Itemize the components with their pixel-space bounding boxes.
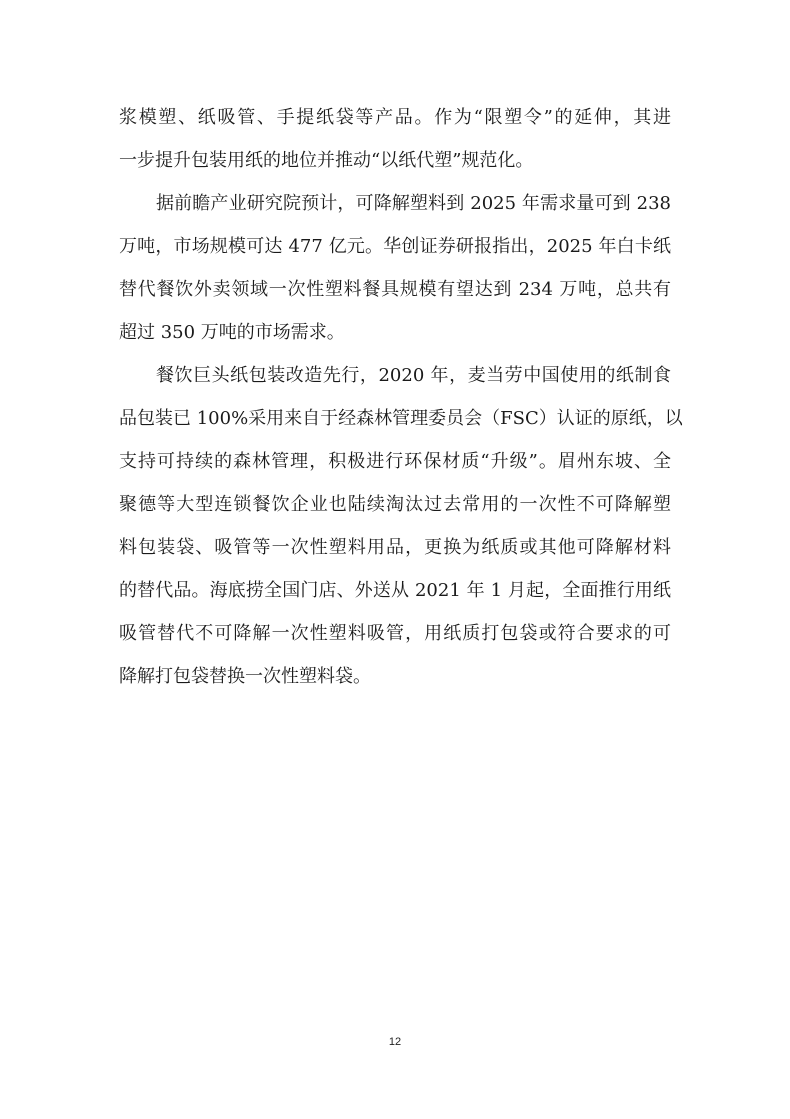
- paragraph-2-line-3: 替代餐饮外卖领域一次性塑料餐具规模有望达到 234 万吨，总共有: [119, 279, 672, 300]
- paragraph-2-line-2: 万吨，市场规模可达 477 亿元。华创证券研报指出，2025 年白卡纸: [119, 236, 671, 257]
- paragraph-3-line-8: 降解打包袋替换一次性塑料袋。: [119, 666, 371, 687]
- paragraph-3-line-1: 餐饮巨头纸包装改造先行，2020 年，麦当劳中国使用的纸制食: [156, 365, 671, 386]
- paragraph-2-line-4: 超过 350 万吨的市场需求。: [119, 322, 345, 343]
- paragraph-1-line-2: 一步提升包装用纸的地位并推动“以纸代塑”规范化。: [119, 150, 534, 171]
- page-number: 12: [388, 1036, 402, 1048]
- paragraph-3-line-2: 品包装已 100%采用来自于经森林管理委员会（FSC）认证的原纸，以: [119, 408, 683, 429]
- paragraph-3-line-5: 料包装袋、吸管等一次性塑料用品，更换为纸质或其他可降解材料: [119, 537, 671, 558]
- body-text: [119, 96, 683, 698]
- paragraph-3-line-6: 的替代品。海底捞全国门店、外送从 2021 年 1 月起，全面推行用纸: [119, 580, 671, 601]
- paragraph-2-line-1: 据前瞻产业研究院预计，可降解塑料到 2025 年需求量可到 238: [156, 193, 671, 214]
- paragraph-3-line-7: 吸管替代不可降解一次性塑料吸管，用纸质打包袋或符合要求的可: [119, 623, 671, 644]
- paragraph-1-line-1: 浆模塑、纸吸管、手提纸袋等产品。作为“限塑令”的延伸，其进: [119, 107, 671, 128]
- paragraph-3-line-3: 支持可持续的森林管理，积极进行环保材质“升级”。眉州东坡、全: [119, 451, 671, 472]
- paragraph-3-line-4: 聚德等大型连锁餐饮企业也陆续淘汰过去常用的一次性不可降解塑: [119, 494, 671, 515]
